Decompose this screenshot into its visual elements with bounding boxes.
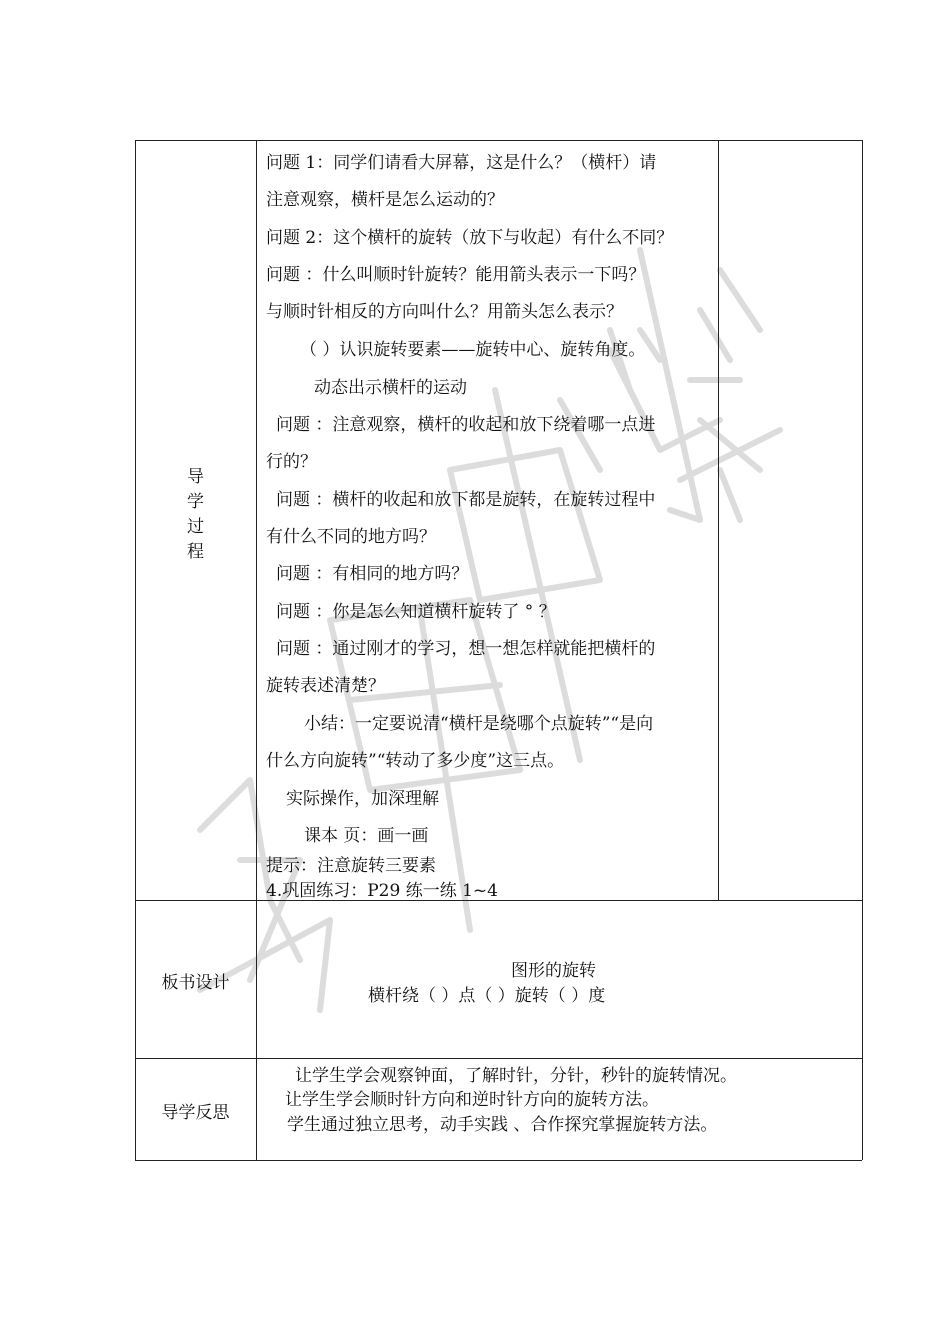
process-row-label [135,465,256,565]
table-border-bottom [135,1160,862,1161]
dynamic-display-line: 动态出示横杆的运动 [314,378,467,398]
summary-line-1: 小结：一定要说清“横杆是绕哪个点旋转”“是向 [304,714,654,734]
question-difference-line-2: 有什么不同的地方吗？ [266,527,436,547]
question-1-line-1: 问题 1：同学们请看大屏幕，这是什么？（横杆）请 [266,153,657,173]
question-center-line-2: 行的？ [266,452,317,472]
question-describe-line-1: 问题 ：通过刚才的学习，想一想怎样就能把横杆的 [276,639,656,659]
process-label-char: 过 [187,517,204,537]
table-border-top [135,140,862,141]
question-angle: 问题 ：你是怎么知道横杆旋转了 ° ？ [276,602,556,622]
reflection-line-3: 学生通过独立思考，动手实践 、合作探究掌握旋转方法。 [287,1115,718,1135]
label-column-divider [256,140,257,1160]
reflection-line-1: 让学生学会观察钟面，了解时针，分针，秒针的旋转情况。 [295,1066,737,1086]
question-1-line-2: 注意观察，横杆是怎么运动的？ [266,190,504,210]
notes-column-divider [718,140,719,900]
practice-heading: 实际操作，加深理解 [286,789,439,809]
reflection-row-label: 导学反思 [161,1103,230,1123]
question-center-line-1: 问题 ：注意观察，横杆的收起和放下绕着哪一点进 [276,415,656,435]
board-formula: 横杆绕（ ）点（ ）旋转（ ）度 [368,986,606,1006]
question-describe-line-2: 旋转表述清楚？ [266,676,385,696]
row-divider-1 [135,900,862,901]
hint-line: 提示：注意旋转三要素 [266,856,436,876]
process-label-char: 导 [187,467,204,487]
reflection-line-2: 让学生学会顺时针方向和逆时针方向的旋转方法。 [285,1090,659,1110]
consolidation-exercise: 4.巩固练习：P29 练一练 1~4 [266,881,498,901]
question-difference-line-1: 问题 ：横杆的收起和放下都是旋转，在旋转过程中 [276,490,656,510]
board-title: 图形的旋转 [511,961,596,981]
summary-line-2: 什么方向旋转”“转动了多少度”这三点。 [266,751,565,771]
question-counter-clockwise: 与顺时针相反的方向叫什么？用箭头怎么表示？ [266,302,623,322]
lesson-table [135,140,862,1160]
question-2: 问题 2：这个横杆的旋转（放下与收起）有什么不同？ [266,228,674,248]
process-label-char: 学 [187,492,204,512]
row-divider-2 [135,1058,862,1059]
board-row-label: 板书设计 [161,973,230,993]
question-clockwise: 问题 ：什么叫顺时针旋转？能用箭头表示一下吗？ [266,265,646,285]
table-border-right [862,140,863,1160]
textbook-drawing: 课本 页：画一画 [304,826,429,846]
table-border-left [135,140,136,1160]
process-label-char: 程 [187,542,204,562]
question-same: 问题 ：有相同的地方吗？ [276,564,469,584]
rotation-elements-heading: （ ）认识旋转要素——旋转中心、旋转角度。 [300,340,646,360]
